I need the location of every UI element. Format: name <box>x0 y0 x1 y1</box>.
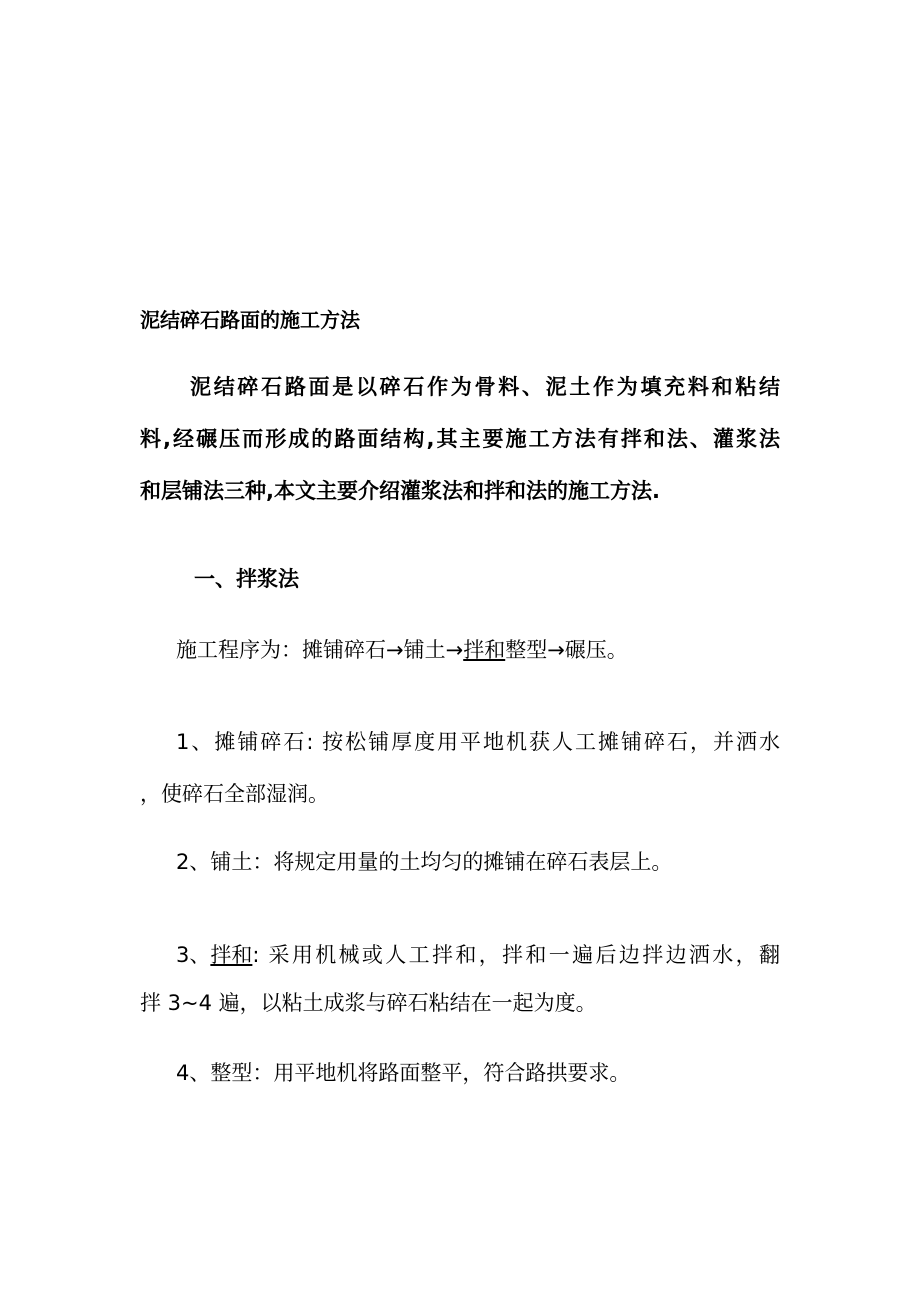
intro-line-3: 和层铺法三种,本文主要介绍灌浆法和拌和法的施工方法. <box>140 479 660 503</box>
step1-line-1: 1、摊铺碎石: 按松铺厚度用平地机获人工摊铺碎石，并洒水 <box>176 730 780 754</box>
section-heading: 一、拌浆法 <box>194 567 299 591</box>
step3-text: : 采用机械或人工拌和，拌和一遍后边拌边洒水，翻 <box>252 943 780 967</box>
step2: 2、铺土：将规定用量的土均匀的摊铺在碎石表层上。 <box>176 850 673 874</box>
intro-line-2: 料,经碾压而形成的路面结构,其主要施工方法有拌和法、灌浆法 <box>140 427 780 451</box>
sequence-underlined: 拌和 <box>463 638 506 662</box>
step3-underlined: 拌和 <box>210 943 253 967</box>
intro-line-1: 泥结碎石路面是以碎石作为骨料、泥土作为填充料和粘结 <box>190 375 780 399</box>
step4: 4、整型：用平地机将路面整平，符合路拱要求。 <box>176 1061 631 1085</box>
sequence-text-end: 整型→碾压。 <box>505 638 628 662</box>
sequence-text: 施工程序为：摊铺碎石→铺土→ <box>176 638 464 662</box>
doc-title: 泥结碎石路面的施工方法 <box>140 308 360 332</box>
sequence-line <box>176 636 628 664</box>
step1-line-2: ，使碎石全部湿润。 <box>140 782 329 806</box>
step3-line-1 <box>176 941 780 969</box>
step3-line-2: 拌 3~4 遍，以粘土成浆与碎石粘结在一起为度。 <box>140 991 597 1015</box>
step3-num: 3、 <box>176 943 211 967</box>
